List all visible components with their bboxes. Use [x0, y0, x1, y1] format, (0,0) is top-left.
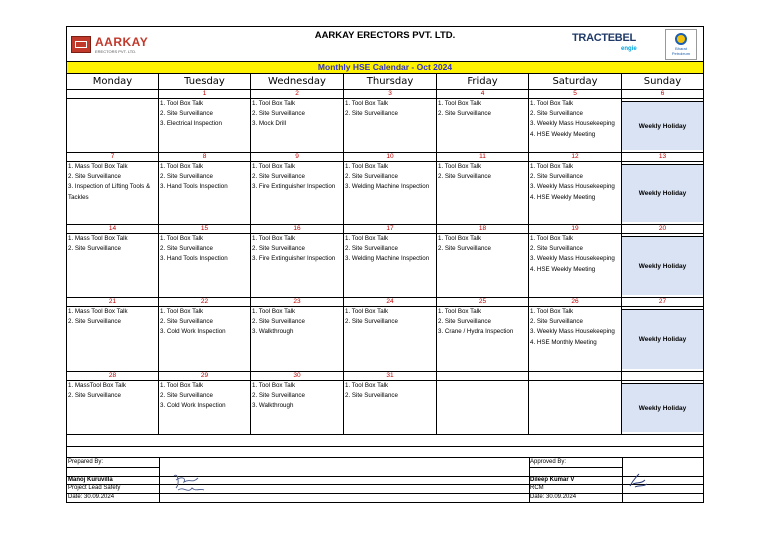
date-number: 14: [108, 225, 117, 232]
day-cell: [344, 225, 437, 297]
date-number: 16: [293, 225, 301, 232]
task-item: 1. Tool Box Talk: [530, 100, 574, 107]
task-item: 2. Site Surveillance: [345, 245, 398, 253]
day-cell: [251, 372, 344, 434]
task-item: 3. Electrical Inspection: [160, 120, 222, 128]
weekday-tuesday: Tuesday: [159, 74, 251, 89]
day-cell: [437, 90, 529, 152]
prepared-date: Date: 30.09.2024: [68, 494, 115, 500]
task-item: 1. Mass Tool Box Talk: [68, 308, 128, 315]
day-cell: [159, 153, 251, 224]
task-item: 4. HSE Weekly Meeting: [530, 130, 596, 138]
approved-by-role: RCM: [530, 485, 544, 491]
day-cell: [251, 225, 344, 297]
task-item: 2. Site Surveillance: [160, 173, 213, 181]
date-number: 9: [295, 153, 299, 160]
weekday-friday: Friday: [437, 74, 529, 89]
task-list: [67, 380, 158, 434]
weekly-holiday-label: Weekly Holiday: [622, 309, 703, 369]
weekly-holiday-label: Weekly Holiday: [622, 236, 703, 295]
day-cell: [344, 90, 437, 152]
prepared-by-name: Manoj Kuruvilla: [68, 477, 113, 483]
task-item: 2. Site Surveillance: [252, 318, 305, 326]
approved-date: Date: 30.09.2024: [530, 494, 577, 500]
task-list: [344, 98, 436, 152]
weekday-sunday: Sunday: [643, 76, 682, 87]
task-item: 3. Hand Tools Inspection: [160, 255, 228, 263]
task-item: 1. Mass Tool Box Talk: [68, 163, 128, 170]
task-item: 1. Tool Box Talk: [160, 308, 204, 315]
date-number: 27: [622, 298, 703, 307]
date-number: [622, 372, 703, 381]
task-item: 2. Site Surveillance: [345, 110, 398, 118]
task-item: 1. Tool Box Talk: [160, 100, 204, 107]
date-number: 26: [571, 298, 579, 305]
date-number: 17: [386, 225, 394, 232]
task-item: 2. Site Surveillance: [438, 173, 491, 181]
task-item: 3. Crane / Hydra Inspection: [438, 328, 514, 336]
date-number: [529, 372, 621, 380]
task-item: 3. Fire Extinguisher Inspection: [252, 183, 336, 191]
day-cell: [344, 153, 437, 224]
task-list: [251, 98, 343, 152]
task-list: [437, 306, 528, 371]
day-cell: [67, 90, 159, 152]
task-item: 3. Weekly Mass Housekeeping: [530, 255, 615, 263]
date-number: 23: [293, 298, 301, 305]
date-number: 31: [386, 372, 394, 379]
day-cell: [251, 90, 344, 152]
prepared-by-role: Project Lead Safety: [68, 485, 121, 491]
task-item: 1. Tool Box Talk: [252, 163, 296, 170]
task-item: 1. Tool Box Talk: [160, 163, 204, 170]
date-number: 8: [202, 153, 207, 160]
task-item: 1. Tool Box Talk: [252, 100, 296, 107]
day-cell: [437, 372, 529, 434]
task-item: 1. Tool Box Talk: [345, 308, 389, 315]
task-item: 1. Tool Box Talk: [345, 382, 389, 389]
week-row: [67, 153, 703, 225]
task-list: [529, 233, 621, 297]
task-item: 1. Tool Box Talk: [160, 235, 204, 242]
task-list: [437, 380, 528, 434]
task-list: [529, 98, 621, 152]
date-number: 20: [622, 225, 703, 234]
week-row: [67, 372, 703, 435]
approved-by-label: Approved By:: [530, 459, 567, 465]
task-item: 3. Welding Machine Inspection: [345, 255, 430, 263]
calendar-weeks: [67, 90, 703, 435]
day-cell: [67, 153, 159, 224]
task-item: 3. Weekly Mass Housekeeping: [530, 183, 615, 191]
day-cell: [159, 90, 251, 152]
date-number: 4: [480, 90, 485, 97]
date-number: 10: [386, 153, 394, 160]
date-number: 15: [200, 225, 209, 232]
weekly-holiday-label: Weekly Holiday: [622, 383, 703, 432]
task-item: 1. Tool Box Talk: [530, 235, 574, 242]
weekly-holiday-label: Weekly Holiday: [622, 101, 703, 150]
task-item: 3. Mock Drill: [252, 120, 287, 128]
task-item: 2. Site Surveillance: [438, 318, 491, 326]
task-item: 2. Site Surveillance: [252, 245, 305, 253]
day-cell: [159, 298, 251, 371]
task-list: [344, 161, 436, 224]
task-item: 1. Tool Box Talk: [530, 163, 574, 170]
day-cell: [622, 225, 703, 297]
task-list: [251, 161, 343, 224]
task-item: 1. Tool Box Talk: [252, 382, 296, 389]
task-item: 2. Site Surveillance: [68, 318, 121, 326]
task-item: 2. Site Surveillance: [68, 173, 121, 181]
date-number: [437, 372, 528, 380]
task-item: 1. Tool Box Talk: [438, 235, 482, 242]
date-number: 11: [479, 153, 486, 160]
task-list: [251, 306, 343, 371]
date-number: 28: [108, 372, 117, 379]
date-number: 19: [571, 225, 579, 232]
date-number: 24: [386, 298, 394, 305]
week-row: [67, 225, 703, 298]
task-list: [67, 233, 158, 297]
task-item: 2. Site Surveillance: [345, 173, 398, 181]
task-item: 1. Tool Box Talk: [438, 163, 482, 170]
day-cell: [437, 225, 529, 297]
day-cell: [67, 225, 159, 297]
task-list: [529, 306, 621, 371]
task-list: [159, 161, 250, 224]
task-item: 3. Hand Tools Inspection: [160, 183, 228, 191]
aarkay-logo-subtext: ERECTORS PVT. LTD.: [95, 49, 137, 54]
day-cell: [67, 372, 159, 434]
date-number: 1: [202, 90, 207, 97]
day-cell: [437, 153, 529, 224]
task-list: [529, 380, 621, 434]
task-item: 1. Tool Box Talk: [160, 382, 204, 389]
week-row: [67, 90, 703, 153]
day-cell: [622, 372, 703, 434]
task-list: [159, 380, 250, 434]
task-list: [159, 306, 250, 371]
task-item: 4. HSE Weekly Meeting: [530, 265, 596, 273]
prepared-by-label: Prepared By:: [68, 459, 104, 465]
blank-row: [67, 435, 703, 447]
task-item: 2. Site Surveillance: [252, 110, 305, 118]
task-item: 1. Tool Box Talk: [438, 308, 482, 315]
day-cell: [529, 372, 622, 434]
day-cell: [529, 298, 622, 371]
bharat-petroleum-logo: [665, 29, 697, 60]
approved-by-name: Dileep Kumar V: [530, 477, 575, 483]
weekday-thursday: Thursday: [344, 74, 437, 89]
date-number: 25: [478, 298, 487, 305]
prepared-signature-icon: [170, 470, 210, 496]
week-row: [67, 298, 703, 372]
tractebel-logo: TRACTEBEL: [572, 32, 636, 44]
day-cell: [159, 372, 251, 434]
task-list: [344, 380, 436, 434]
task-item: 4. HSE Weekly Meeting: [530, 193, 596, 201]
date-number: 30: [293, 372, 301, 379]
task-list: [159, 233, 250, 297]
task-item: 3. Walkthrough: [252, 328, 294, 336]
date-number: 21: [108, 298, 117, 305]
task-list: [344, 233, 436, 297]
task-list: [437, 233, 528, 297]
bpcl-emblem-icon: [675, 33, 687, 45]
task-item: 1. Tool Box Talk: [530, 308, 574, 315]
task-item: 1. Tool Box Talk: [252, 235, 296, 242]
day-cell: [251, 298, 344, 371]
task-item: 2. Site Surveillance: [252, 392, 305, 400]
task-item: 3. Walkthrough: [252, 402, 294, 410]
weekday-wednesday: Wednesday: [251, 74, 344, 89]
weekly-holiday-label: Weekly Holiday: [622, 164, 703, 222]
task-item: 3. Fire Extinguisher Inspection: [252, 255, 336, 263]
engie-logo: engie: [621, 46, 637, 52]
task-list: [67, 98, 158, 152]
task-item: 2. Site Surveillance: [438, 245, 491, 253]
task-item: 3. Cold Work Inspection: [160, 402, 226, 410]
task-item: 4. HSE Monthly Meeting: [530, 338, 597, 346]
task-list: [529, 161, 621, 224]
date-number: 13: [622, 153, 703, 162]
task-item: 1. Tool Box Talk: [345, 163, 389, 170]
day-cell: [344, 372, 437, 434]
task-item: 2. Site Surveillance: [160, 245, 213, 253]
task-item: 3. Weekly Mass Housekeeping: [530, 120, 615, 128]
aarkay-logo-text: AARKAY: [95, 35, 149, 49]
task-item: 3. Cold Work Inspection: [160, 328, 226, 336]
task-item: 1. MassTool Box Talk: [68, 382, 127, 389]
hse-calendar-sheet: [66, 26, 704, 503]
signoff-block: [67, 458, 703, 502]
date-number: [67, 90, 158, 98]
date-number: 7: [110, 153, 115, 160]
task-item: 2. Site Surveillance: [438, 110, 491, 118]
task-item: 1. Mass Tool Box Talk: [68, 235, 128, 242]
day-cell: [437, 298, 529, 371]
day-cell: [159, 225, 251, 297]
task-list: [344, 306, 436, 371]
task-item: 2. Site Surveillance: [252, 173, 305, 181]
bpcl-logo-text: Bharat Petroleum: [671, 46, 691, 56]
weekday-header-row: [67, 74, 703, 90]
day-cell: [622, 298, 703, 371]
day-cell: [67, 298, 159, 371]
task-item: 3. Welding Machine Inspection: [345, 183, 430, 191]
task-list: [67, 306, 158, 371]
day-cell: [622, 153, 703, 224]
calendar-title: Monthly HSE Calendar - Oct 2024: [67, 62, 703, 74]
date-number: 18: [478, 225, 487, 232]
task-item: 2. Site Surveillance: [530, 245, 583, 253]
date-number: 5: [573, 90, 577, 97]
approved-signature-icon: [627, 472, 649, 490]
task-item: 1. Tool Box Talk: [345, 100, 389, 107]
weekday-monday: Monday: [67, 74, 159, 89]
task-item: 2. Site Surveillance: [160, 318, 213, 326]
date-number: 22: [200, 298, 209, 305]
task-list: [437, 98, 528, 152]
task-item: 2. Site Surveillance: [160, 110, 213, 118]
task-item: 2. Site Surveillance: [345, 392, 398, 400]
task-list: [251, 233, 343, 297]
day-cell: [344, 298, 437, 371]
task-list: [159, 98, 250, 152]
company-name: AARKAY ERECTORS PVT. LTD.: [314, 30, 456, 41]
day-cell: [622, 90, 703, 152]
task-item: 3. Weekly Mass Housekeeping: [530, 328, 615, 336]
task-item: 1. Tool Box Talk: [345, 235, 389, 242]
task-item: 1. Tool Box Talk: [438, 100, 482, 107]
task-item: 1. Tool Box Talk: [252, 308, 296, 315]
task-list: [67, 161, 158, 224]
sheet-header: [67, 27, 703, 62]
day-cell: [529, 225, 622, 297]
date-number: 2: [295, 90, 299, 97]
task-item: 2. Site Surveillance: [345, 318, 398, 326]
day-cell: [529, 90, 622, 152]
date-number: 12: [571, 153, 579, 160]
weekday-saturday: Saturday: [529, 74, 622, 89]
task-item: 2. Site Surveillance: [530, 173, 583, 181]
date-number: 29: [200, 372, 209, 379]
blank-row: [67, 447, 703, 458]
date-number: 6: [622, 90, 703, 99]
task-item: 2. Site Surveillance: [160, 392, 213, 400]
task-list: [437, 161, 528, 224]
task-item: 2. Site Surveillance: [530, 318, 583, 326]
day-cell: [251, 153, 344, 224]
task-item: 2. Site Surveillance: [530, 110, 583, 118]
task-item: 2. Site Surveillance: [68, 245, 121, 253]
day-cell: [529, 153, 622, 224]
task-list: [251, 380, 343, 434]
task-item: 2. Site Surveillance: [68, 392, 121, 400]
date-number: 3: [388, 90, 392, 97]
task-item: 3. Inspection of Lifting Tools & Tackles: [68, 183, 151, 201]
